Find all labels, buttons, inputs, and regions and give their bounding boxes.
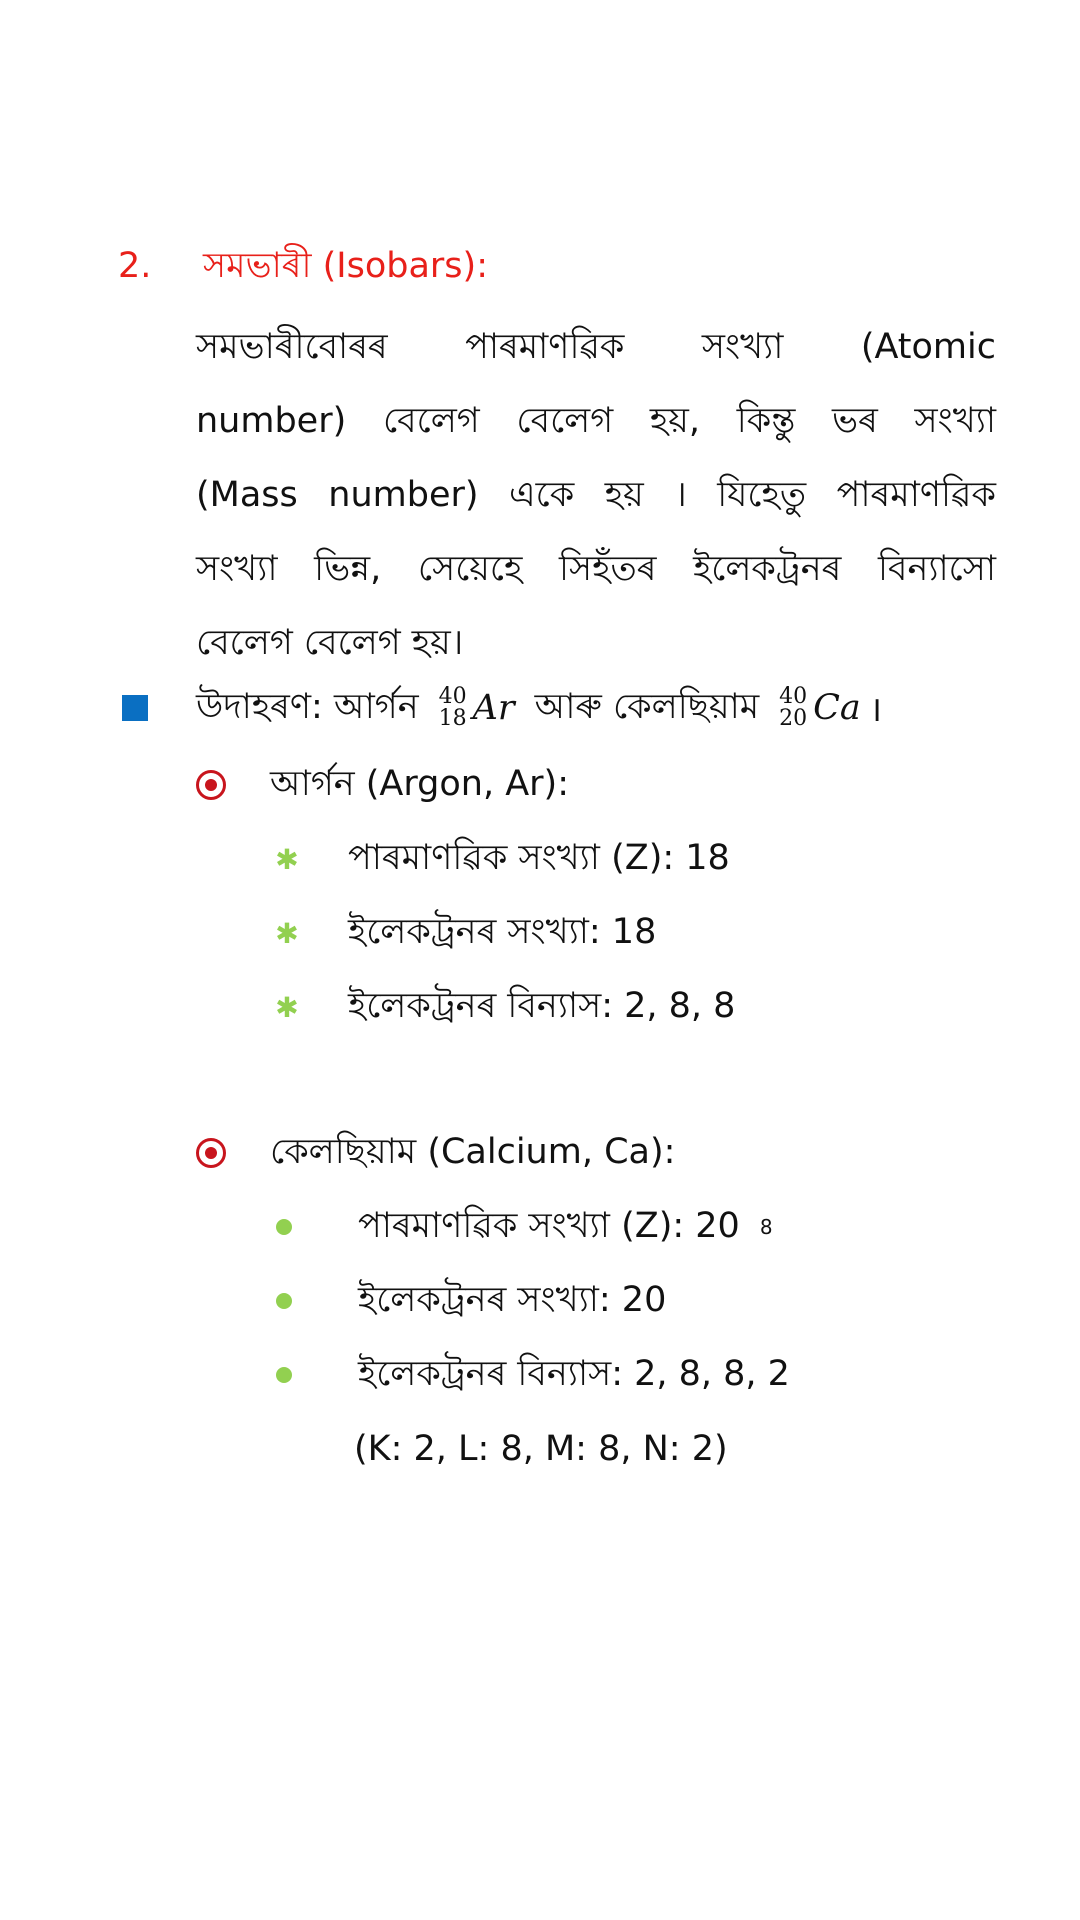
definition-line: বেলেগ বেলেগ হয়।: [196, 623, 464, 663]
dot-bullet-icon: [276, 1367, 292, 1383]
calcium-item: [276, 1350, 790, 1400]
argon-item: [272, 834, 730, 884]
calcium-heading: [196, 1128, 675, 1178]
argon-item-text: ইলেকট্ৰনৰ সংখ্যা: 18: [348, 911, 657, 952]
section-heading: [118, 238, 488, 297]
calcium-item: [276, 1276, 666, 1326]
example-suffix: ।: [868, 689, 883, 730]
example-row: [122, 680, 882, 736]
star-bullet-icon: ✱: [275, 916, 299, 950]
calcium-title: কেলছিয়াম (Calcium, Ca):: [270, 1131, 676, 1172]
shell-note-text: (K: 2, L: 8, M: 8, N: 2): [354, 1429, 728, 1469]
definition-line: (Mass number) একে হয় । যিহেতু পাৰমাণৱিক: [196, 475, 996, 515]
calcium-symbol: Ca: [813, 688, 861, 728]
calcium-mass-number: 40: [779, 684, 808, 709]
calcium-atomic-number: 20: [779, 706, 808, 731]
argon-title: আৰ্গন (Argon, Ar):: [270, 763, 569, 804]
argon-isotope: [439, 686, 515, 730]
dot-bullet-icon: [276, 1219, 292, 1235]
square-bullet-icon: [122, 695, 148, 721]
calcium-isotope: [779, 686, 861, 730]
argon-item-text: পাৰমাণৱিক সংখ্যা (Z): 18: [348, 837, 730, 878]
argon-item: [272, 982, 735, 1032]
star-bullet-icon: ✱: [275, 842, 299, 876]
definition-line: number) বেলেগ বেলেগ হয়, কিন্তু ভৰ সংখ্যা: [196, 401, 996, 441]
calcium-item-text: ইলেকট্ৰনৰ সংখ্যা: 20: [358, 1279, 667, 1320]
argon-symbol: Ar: [472, 688, 515, 728]
radio-bullet-icon: [196, 770, 226, 800]
calcium-shell-note: [354, 1424, 728, 1474]
example-prefix: উদাহৰণ: আৰ্গন: [196, 686, 419, 727]
example-middle: আৰু কেলছিয়াম: [534, 686, 760, 727]
calcium-item: [276, 1202, 773, 1252]
argon-item-text: ইলেকট্ৰনৰ বিন্যাস: 2, 8, 8: [348, 985, 736, 1026]
calcium-item-text: পাৰমাণৱিক সংখ্যা (Z): 20: [358, 1205, 740, 1246]
argon-atomic-number: 18: [438, 706, 467, 731]
section-title: সমভাৰী (Isobars):: [203, 246, 488, 286]
definition-line: সংখ্যা ভিন্ন, সেয়েহে সিহঁতৰ ইলেকট্ৰনৰ বিন্যাসো: [196, 549, 996, 589]
definition-line: সমভাৰীবোৰৰ পাৰমাণৱিক সংখ্যা (Atomic: [196, 327, 996, 367]
argon-item: [272, 908, 656, 958]
radio-bullet-icon: [196, 1138, 226, 1168]
calcium-superscript: 8: [759, 1215, 773, 1239]
star-bullet-icon: ✱: [275, 990, 299, 1024]
dot-bullet-icon: [276, 1293, 292, 1309]
argon-mass-number: 40: [438, 684, 467, 709]
calcium-item-text: ইলেকট্ৰনৰ বিন্যাস: 2, 8, 8, 2: [358, 1353, 790, 1394]
argon-heading: [196, 760, 569, 810]
section-number: 2.: [118, 246, 152, 286]
definition-paragraph: [196, 310, 996, 680]
